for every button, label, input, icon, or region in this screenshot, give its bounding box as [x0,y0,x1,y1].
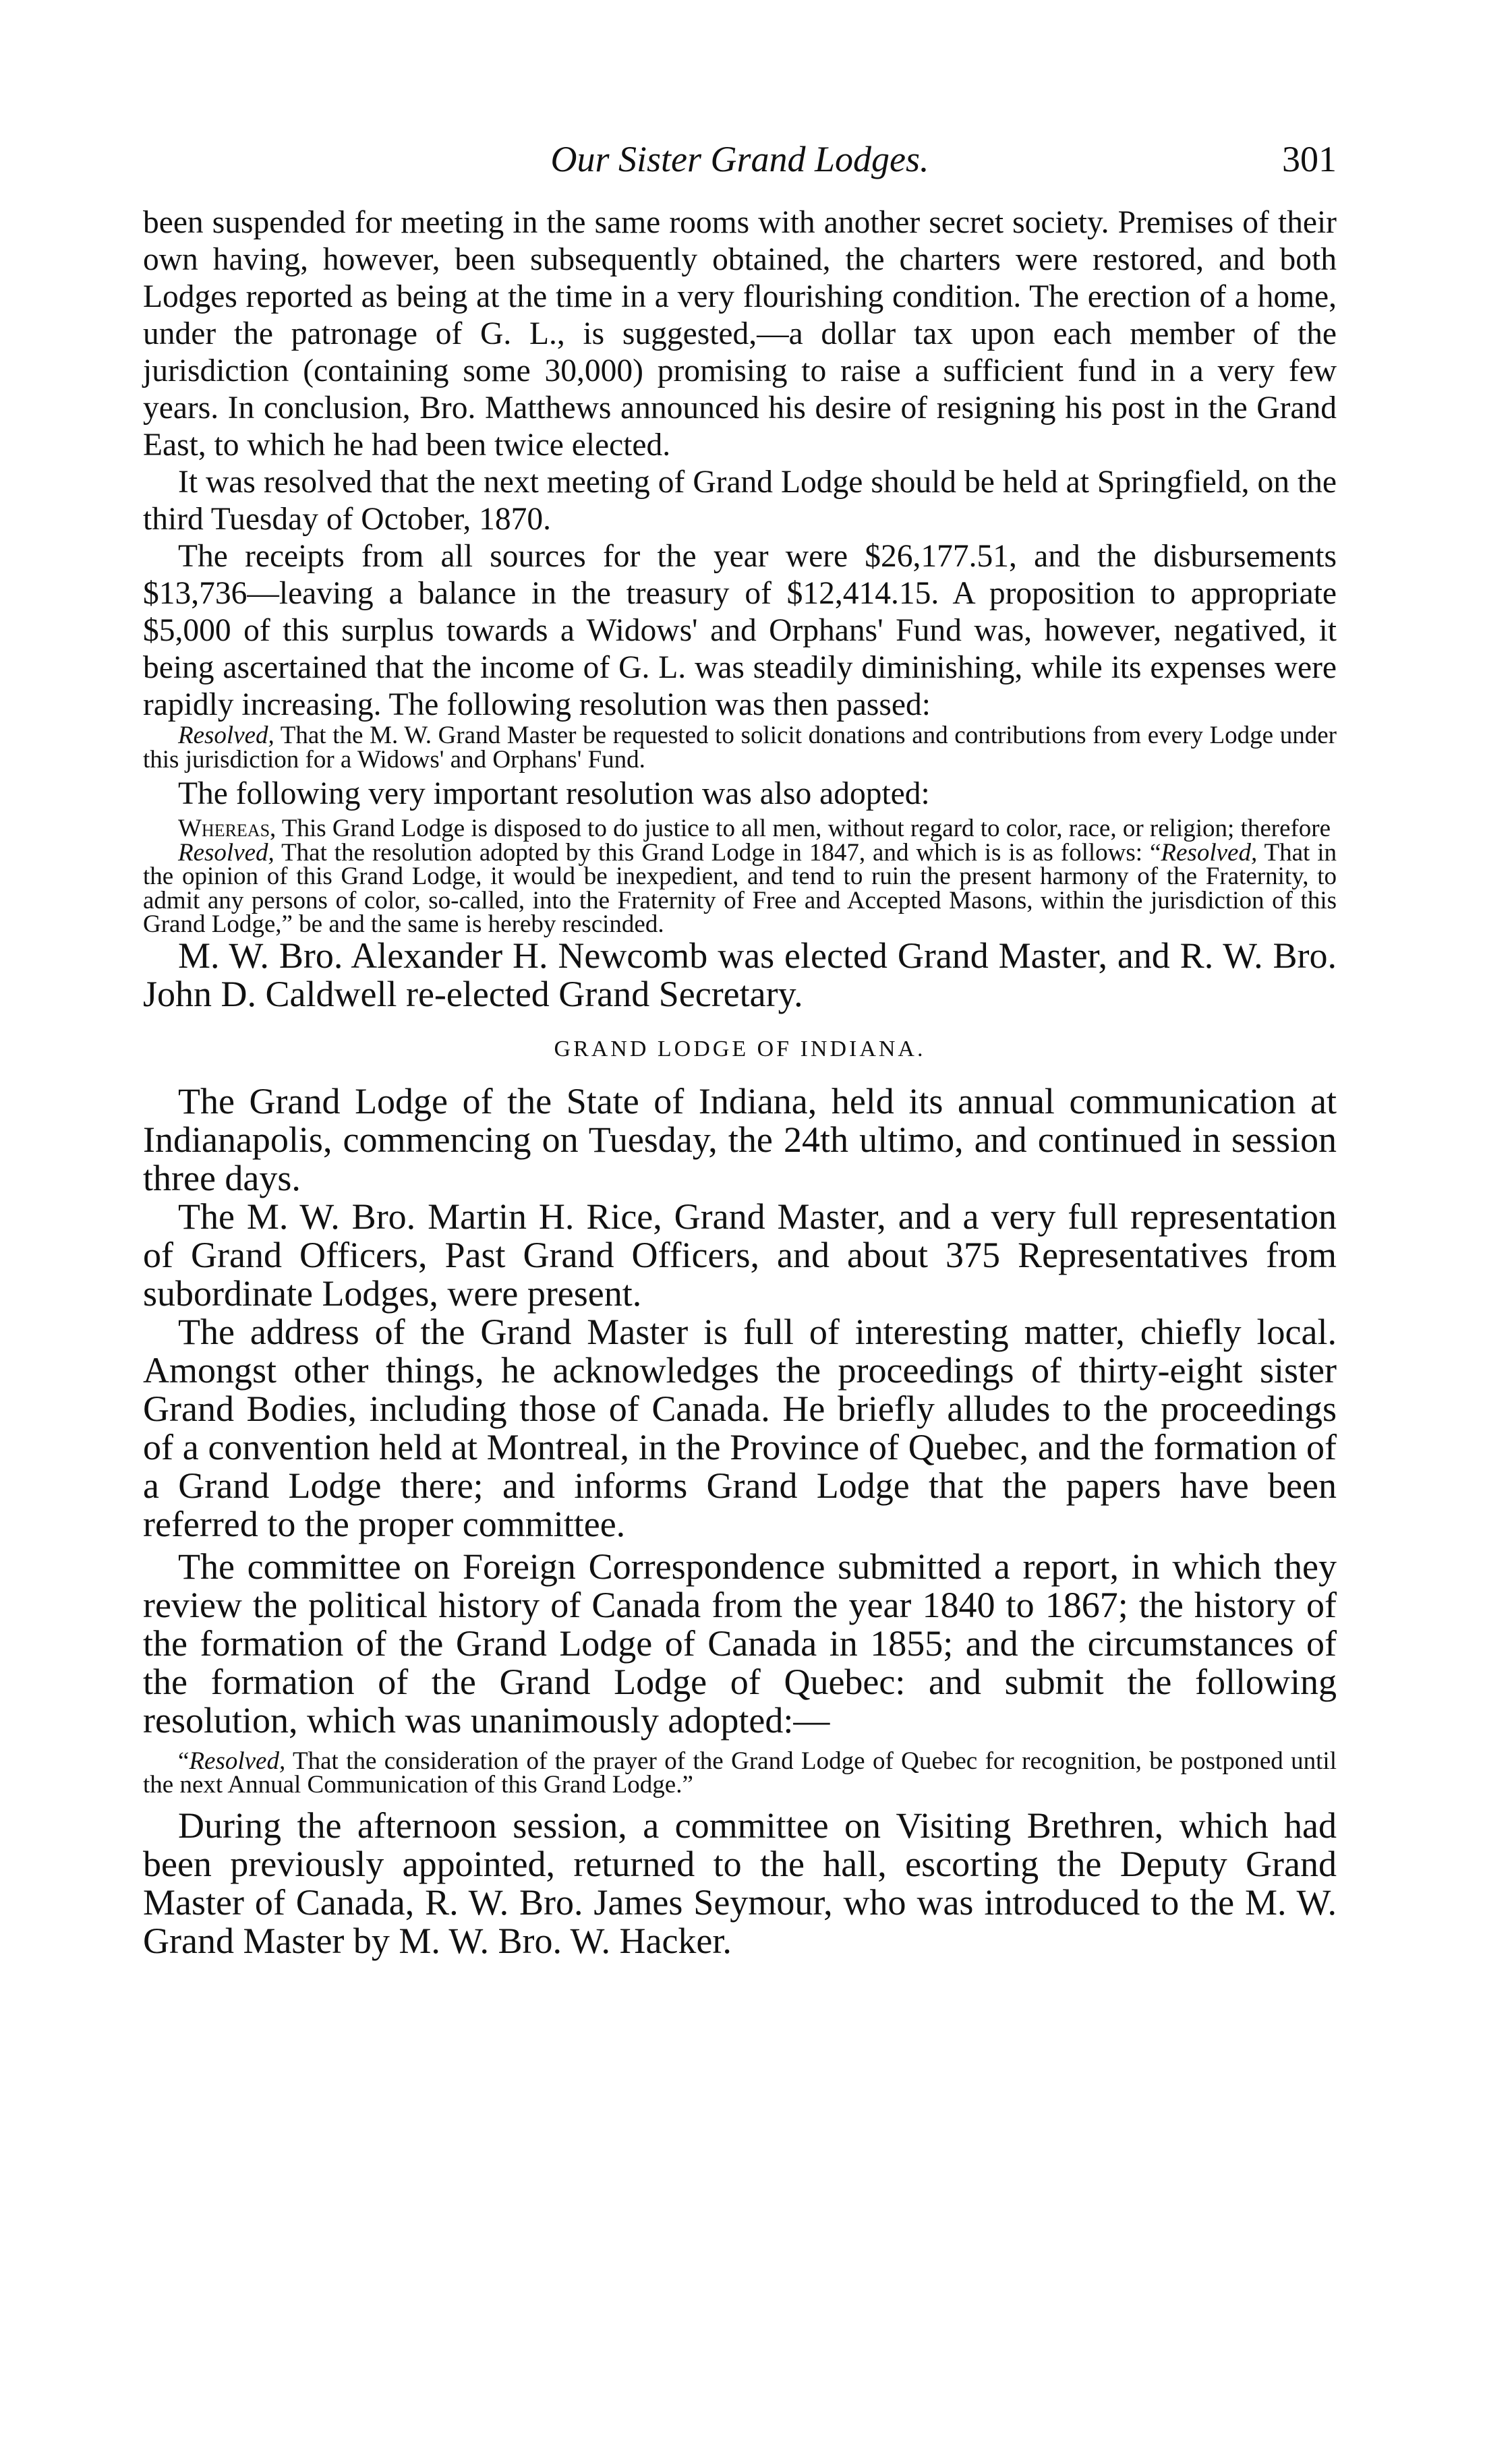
page [143,138,1337,1960]
resolution-body: That the consideration of the prayer of the Grand Lodge of Quebec for recognition, be postponed until the next Annual Communication of this Grand Lodge.” [143,1747,1337,1799]
resolution-lead: Resolved, [178,838,274,867]
resolution-widows-fund [143,724,1337,771]
paragraph-afternoon-session: During the afternoon session, a committee on Visiting Brethren, which had been previously appointed, returned to the hall, escorting the Deputy Grand Master of Canada, R. W. Bro. James Seymour, who was introduced to the M. W. Grand Master by M. W. Bro. W. Hacker. [143,1805,1337,1961]
paragraph-continued: been suspended for meeting in the same rooms with another secret society. Premises of their own having, however, been subsequently obtained, the charters were restored, and both Lodges reported as being at the time in a very flourishing condition. The erection of a home, under the patronage of G. L., is suggested,—a dollar tax upon each member of the jurisdiction (containing some 30,000) promising to raise a sufficient fund in a very few years. In conclusion, Bro. Matthews announced his desire of resigning his post in the Grand East, to which he had been twice elected. [143,205,1337,463]
resolution-lead: Resolved, [178,722,274,749]
paragraph-grand-master-present: The M. W. Bro. Martin H. Rice, Grand Master, and a very full representation of Grand Officers, Past Grand Officers, and about 375 Representatives from subordinate Lodges, were present. [143,1196,1337,1314]
resolution-lead: Resolved, [189,1747,286,1775]
resolution-body: This Grand Lodge is disposed to do justice to all men, without regard to color, race, or religion; therefore [276,815,1331,842]
resolution-body-a: That the resolution adopted by this Grand Lodge in 1847, and which is is as follows: “ [274,838,1161,867]
paragraph-receipts: The receipts from all sources for the year were $26,177.51, and the disbursements $13,736—leaving a balance in the treasury of $12,414.15. A proposition to appropriate $5,000 of this surplus towards a Widows' and Orphans' Fund was, however, negatived, it being ascertained that the income of G. L. was steadily diminishing, while its expenses were rapidly increasing. The following resolution was then passed: [143,539,1337,722]
page-number: 301 [1282,139,1337,179]
section-heading-indiana: GRAND LODGE OF INDIANA. [554,1036,926,1061]
running-head: Our Sister Grand Lodges. [550,139,929,179]
resolution-rescinded [143,838,1337,938]
paragraph-address: The address of the Grand Master is full of interesting matter, chiefly local. Amongst other things, he acknowledges the proceedings of thirty-eight sister Grand Bodies, including those of Canada. He briefly alludes to the proceedings of a convention held at Montreal, in the Province of Quebec, and the formation of a Grand Lodge there; and informs Grand Lodge that the papers have been referred to the proper committee. [143,1311,1337,1544]
paragraph-next-meeting: It was resolved that the next meeting of Grand Lodge should be held at Springfield, on the third Tuesday of October, 1870. [143,465,1337,537]
paragraph-important-resolution: The following very important resolution was also adopted: [178,776,930,811]
resolution-whereas [143,817,1337,841]
resolution-lead: Whereas, [178,815,277,842]
resolution-body: That the M. W. Grand Master be requested to solicit donations and contributions from every Lodge under this jurisdiction for a Widows' and Orphans' Fund. [143,722,1337,773]
paragraph-elections: M. W. Bro. Alexander H. Newcomb was elected Grand Master, and R. W. Bro. John D. Caldwell re-elected Grand Secretary. [143,935,1337,1014]
resolution-inner-lead: Resolved, [1161,838,1258,867]
resolution-body-b: That in the opinion of this Grand Lodge, it would be inexpedient, and tend to ruin the present harmony of the Fraternity, to admit any persons of color, so-called, into the Fraternity of Free and Accepted Masons, within the jurisdiction of this Grand Lodge,” be and the same is hereby rescinded. [143,838,1337,938]
page-header [143,138,1337,192]
paragraph-indiana-communication: The Grand Lodge of the State of Indiana, held its annual communication at Indianapolis, commencing on Tuesday, the 24th ultimo, and continued in session three days. [143,1080,1337,1198]
resolution-open-quote: “ [178,1747,190,1775]
paragraph-foreign-correspondence: The committee on Foreign Correspondence submitted a report, in which they review the political history of Canada from the year 1840 to 1867; the history of the formation of the Grand Lodge of Canada in 1855; and the circumstances of the formation of the Grand Lodge of Quebec: and submit the following resolution, which was unanimously adopted:— [143,1546,1337,1741]
resolution-quebec [143,1749,1337,1797]
